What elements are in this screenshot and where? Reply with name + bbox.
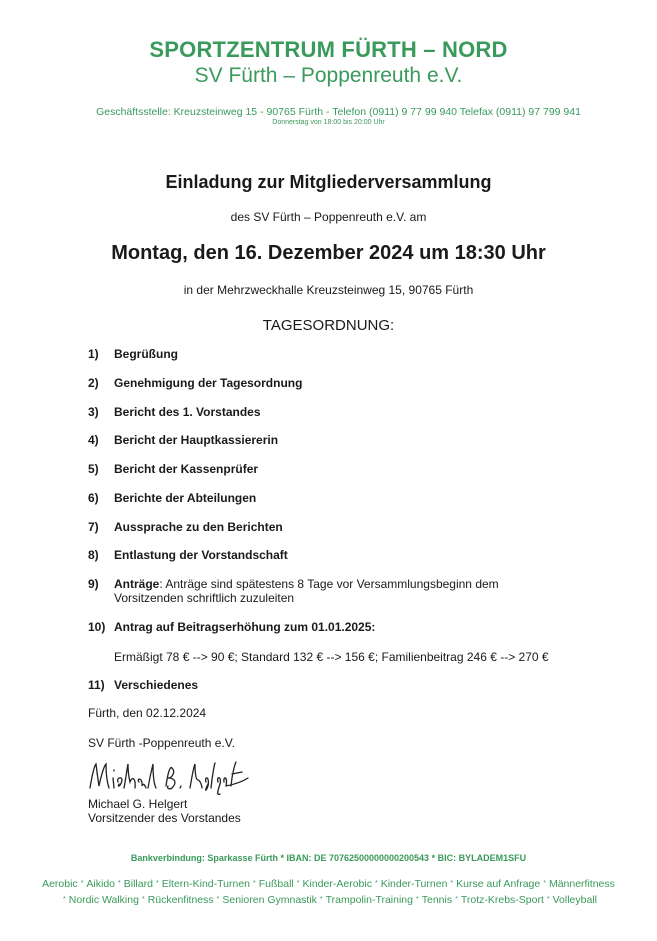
agenda-text: Bericht der Kassenprüfer: [114, 462, 259, 476]
sport-item: Aikido: [86, 878, 116, 890]
agenda-text: Aussprache zu den Berichten: [114, 520, 283, 534]
agenda-item: [88, 520, 283, 534]
agenda-item-continuation: [88, 591, 294, 605]
agenda-heading: TAGESORDNUNG:: [262, 317, 395, 334]
separator-icon: *: [546, 896, 550, 903]
sport-item: Trampolin-Training: [325, 894, 413, 906]
agenda-text: Verschiedenes: [114, 678, 199, 692]
agenda-number: 5): [88, 462, 99, 476]
sport-item: Eltern-Kind-Turnen: [161, 878, 251, 890]
separator-icon: *: [450, 880, 454, 887]
agenda-number: 1): [88, 347, 99, 361]
separator-icon: *: [118, 880, 121, 887]
sport-item: Tennis: [421, 894, 453, 906]
agenda-item: [88, 577, 499, 591]
agenda-item: [88, 678, 198, 692]
agenda-number: 7): [88, 520, 99, 534]
sport-item: Fußball: [258, 878, 294, 890]
club-subtitle: SV Fürth – Poppenreuth e.V.: [194, 64, 463, 87]
sport-item: Kinder-Aerobic: [302, 878, 372, 890]
separator-icon: *: [319, 896, 323, 903]
sport-item: Kurse auf Anfrage: [456, 878, 541, 890]
agenda-text: Bericht der Hauptkassiererin: [114, 433, 279, 447]
agenda-item: [88, 548, 288, 562]
agenda-text: Berichte der Abteilungen: [114, 491, 257, 505]
agenda-detail: : Anträge sind spätestens 8 Tage vor Versammlungsbeginn dem: [159, 577, 499, 591]
agenda-item-continuation: [88, 650, 549, 664]
sport-item: Kinder-Turnen: [380, 878, 448, 890]
separator-icon: *: [455, 896, 458, 903]
sport-item: Trotz-Krebs-Sport: [460, 894, 544, 906]
agenda-item: [88, 405, 261, 419]
separator-icon: *: [416, 896, 419, 903]
sport-item: Billard: [123, 878, 153, 890]
separator-icon: *: [253, 880, 256, 887]
separator-icon: *: [63, 896, 66, 903]
agenda-item: [88, 347, 178, 361]
separator-icon: *: [374, 880, 378, 887]
agenda-number: 2): [88, 376, 99, 390]
sport-item: Volleyball: [552, 894, 597, 906]
agenda-text: Genehmigung der Tagesordnung: [114, 376, 303, 390]
place-and-date: Fürth, den 02.12.2024: [88, 706, 207, 720]
bank-details: Bankverbindung: Sparkasse Fürth * IBAN: DE 70762500000000200543 * BIC: BYLADEM1SFU: [130, 853, 527, 863]
signer-role: Vorsitzender des Vorstandes: [88, 811, 241, 825]
agenda-item: [88, 433, 278, 447]
agenda-text: Anträge: [114, 577, 160, 591]
sports-offer-list: [40, 876, 617, 908]
agenda-number: 6): [88, 491, 99, 505]
agenda-item: [88, 620, 375, 634]
signer-name: Michael G. Helgert: [88, 797, 188, 811]
sport-item: Nordic Walking: [68, 894, 139, 906]
agenda-text: Entlastung der Vorstandschaft: [114, 548, 288, 562]
separator-icon: *: [216, 896, 220, 903]
agenda-text: Antrag auf Beitragserhöhung zum 01.01.2025:: [114, 620, 376, 634]
agenda-text: Bericht des 1. Vorstandes: [114, 405, 261, 419]
meeting-place: in der Mehrzweckhalle Kreuzsteinweg 15, 90765 Fürth: [183, 283, 474, 297]
agenda-item: [88, 462, 258, 476]
agenda-item: [88, 376, 302, 390]
signature-image: [86, 758, 251, 798]
contact-line: Geschäftsstelle: Kreuzsteinweg 15 - 90765 Fürth - Telefon (0911) 9 77 99 940 Telefax (0911) 97 799 941: [96, 106, 581, 118]
club-name: SV Fürth -Poppenreuth e.V.: [88, 736, 235, 750]
agenda-detail: Vorsitzenden schriftlich zuzuleiten: [114, 591, 295, 605]
agenda-text: Begrüßung: [114, 347, 178, 361]
invitation-title: Einladung zur Mitgliederversammlung: [165, 172, 492, 192]
agenda-number: 8): [88, 548, 99, 562]
club-title: SPORTZENTRUM FÜRTH – NORD: [149, 37, 508, 62]
meeting-date: Montag, den 16. Dezember 2024 um 18:30 Uhr: [111, 242, 546, 264]
agenda-number: 11): [88, 678, 105, 692]
fee-increase-detail: Ermäßigt 78 € --> 90 €; Standard 132 € --> 156 €; Familienbeitrag 246 € --> 270 €: [114, 650, 549, 664]
separator-icon: *: [141, 896, 145, 903]
sport-item: Rückenfitness: [147, 894, 214, 906]
sport-item: Aerobic: [42, 878, 78, 890]
agenda-number: 4): [88, 433, 99, 447]
agenda-number: 9): [88, 577, 99, 591]
agenda-item: [88, 491, 256, 505]
separator-icon: *: [155, 880, 159, 887]
agenda-number: 3): [88, 405, 99, 419]
invitation-organisation: des SV Fürth – Poppenreuth e.V. am: [230, 210, 427, 224]
agenda-number: 10): [88, 620, 106, 634]
sport-item: Senioren Gymnastik: [222, 894, 317, 906]
office-hours: Donnerstag von 18:00 bis 20:00 Uhr: [272, 119, 385, 126]
separator-icon: *: [80, 880, 84, 887]
sport-item: Männerfitness: [548, 878, 615, 890]
separator-icon: *: [543, 880, 546, 887]
separator-icon: *: [296, 880, 300, 887]
